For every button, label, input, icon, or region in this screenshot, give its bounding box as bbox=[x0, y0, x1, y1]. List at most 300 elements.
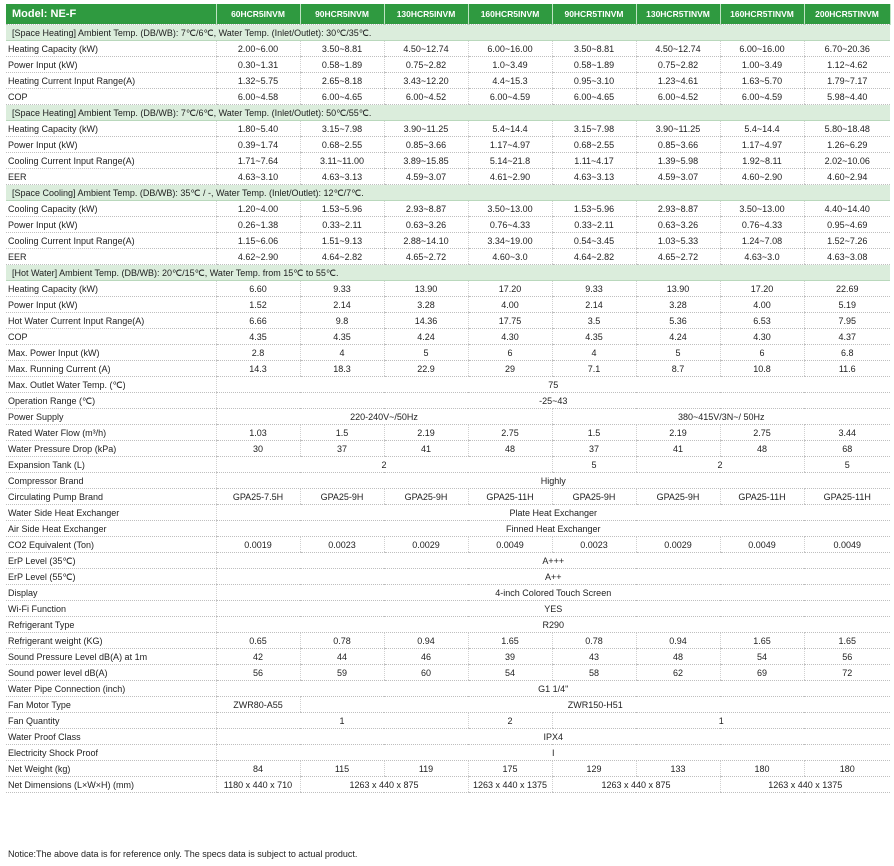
table-cell: 0.30~1.31 bbox=[216, 57, 300, 73]
table-cell: IPX4 bbox=[216, 729, 890, 745]
table-cell: GPA25-9H bbox=[300, 489, 384, 505]
row-label: Power Input (kW) bbox=[6, 297, 216, 313]
column-header: 200HCR5TINVM bbox=[804, 4, 890, 25]
table-cell: 6.00~4.52 bbox=[636, 89, 720, 105]
row-label: Refrigerant weight (KG) bbox=[6, 633, 216, 649]
table-cell: ZWR80-A55 bbox=[216, 697, 300, 713]
table-row bbox=[6, 409, 890, 425]
header-row bbox=[6, 4, 890, 25]
row-label: Circulating Pump Brand bbox=[6, 489, 216, 505]
table-cell: 0.85~3.66 bbox=[636, 137, 720, 153]
table-cell: 54 bbox=[468, 665, 552, 681]
row-label: COP bbox=[6, 329, 216, 345]
row-label: Water Proof Class bbox=[6, 729, 216, 745]
row-label: Fan Motor Type bbox=[6, 697, 216, 713]
table-cell: GPA25-9H bbox=[384, 489, 468, 505]
table-cell: 0.0023 bbox=[300, 537, 384, 553]
table-row bbox=[6, 457, 890, 473]
row-label: Expansion Tank (L) bbox=[6, 457, 216, 473]
table-cell: 4.62~2.90 bbox=[216, 249, 300, 265]
table-cell: GPA25-9H bbox=[552, 489, 636, 505]
table-cell: 220-240V~/50Hz bbox=[216, 409, 552, 425]
table-cell: 5.98~4.40 bbox=[804, 89, 890, 105]
row-label: Heating Capacity (kW) bbox=[6, 41, 216, 57]
table-row bbox=[6, 521, 890, 537]
table-cell: 37 bbox=[552, 441, 636, 457]
column-header: 90HCR5INVM bbox=[300, 4, 384, 25]
column-header: 130HCR5TINVM bbox=[636, 4, 720, 25]
table-row bbox=[6, 313, 890, 329]
table-cell: YES bbox=[216, 601, 890, 617]
table-cell: 5 bbox=[804, 457, 890, 473]
table-row bbox=[6, 217, 890, 233]
table-cell: 4.65~2.72 bbox=[384, 249, 468, 265]
column-header: 130HCR5INVM bbox=[384, 4, 468, 25]
table-cell: A++ bbox=[216, 569, 890, 585]
table-cell: 1 bbox=[216, 713, 468, 729]
table-cell: 42 bbox=[216, 649, 300, 665]
table-row bbox=[6, 89, 890, 105]
table-cell: 4.30 bbox=[468, 329, 552, 345]
table-cell: 1.24~7.08 bbox=[720, 233, 804, 249]
table-cell: 7.95 bbox=[804, 313, 890, 329]
table-cell: 4.00 bbox=[468, 297, 552, 313]
table-cell: 0.94 bbox=[384, 633, 468, 649]
table-cell: 2.14 bbox=[300, 297, 384, 313]
table-cell: 39 bbox=[468, 649, 552, 665]
section-heading: [Space Heating] Ambient Temp. (DB/WB): 7℃/6℃, Water Temp. (Inlet/Outlet): 50℃/55℃. bbox=[6, 105, 890, 121]
table-row bbox=[6, 649, 890, 665]
table-cell: 46 bbox=[384, 649, 468, 665]
table-row bbox=[6, 713, 890, 729]
table-cell: 2.88~14.10 bbox=[384, 233, 468, 249]
table-cell: R290 bbox=[216, 617, 890, 633]
table-cell: 1.5 bbox=[300, 425, 384, 441]
table-cell: 0.0049 bbox=[468, 537, 552, 553]
table-cell: 9.33 bbox=[552, 281, 636, 297]
table-cell: 60 bbox=[384, 665, 468, 681]
table-row bbox=[6, 489, 890, 505]
table-cell: 1.53~5.96 bbox=[300, 201, 384, 217]
table-cell: 4.35 bbox=[552, 329, 636, 345]
table-cell: 0.75~2.82 bbox=[636, 57, 720, 73]
table-cell: 0.58~1.89 bbox=[552, 57, 636, 73]
table-row bbox=[6, 617, 890, 633]
table-cell: 2.75 bbox=[720, 425, 804, 441]
table-cell: 4.63~3.13 bbox=[552, 169, 636, 185]
table-cell: 2.14 bbox=[552, 297, 636, 313]
table-cell: 0.63~3.26 bbox=[384, 217, 468, 233]
table-cell: 4.30 bbox=[720, 329, 804, 345]
section-row bbox=[6, 25, 890, 41]
table-cell: 1.52 bbox=[216, 297, 300, 313]
table-cell: 1.12~4.62 bbox=[804, 57, 890, 73]
table-cell: 2.02~10.06 bbox=[804, 153, 890, 169]
row-label: Cooling Current Input Range(A) bbox=[6, 233, 216, 249]
table-cell: 1.00~3.49 bbox=[720, 57, 804, 73]
table-row bbox=[6, 297, 890, 313]
table-cell: 4.65~2.72 bbox=[636, 249, 720, 265]
table-cell: 1.79~7.17 bbox=[804, 73, 890, 89]
table-cell: 4.37 bbox=[804, 329, 890, 345]
table-cell: 3.28 bbox=[384, 297, 468, 313]
table-cell: 6 bbox=[468, 345, 552, 361]
table-row bbox=[6, 729, 890, 745]
row-label: EER bbox=[6, 169, 216, 185]
table-cell: 54 bbox=[720, 649, 804, 665]
table-cell: 6.00~4.52 bbox=[384, 89, 468, 105]
table-row bbox=[6, 329, 890, 345]
table-cell: 0.0029 bbox=[636, 537, 720, 553]
table-cell: 3.15~7.98 bbox=[552, 121, 636, 137]
table-cell: 62 bbox=[636, 665, 720, 681]
table-cell: 4.61~2.90 bbox=[468, 169, 552, 185]
table-cell: 1.0~3.49 bbox=[468, 57, 552, 73]
table-cell: 5.4~14.4 bbox=[720, 121, 804, 137]
table-cell: 5 bbox=[384, 345, 468, 361]
row-label: Power Input (kW) bbox=[6, 57, 216, 73]
row-label: Sound Pressure Level dB(A) at 1m bbox=[6, 649, 216, 665]
table-cell: GPA25-7.5H bbox=[216, 489, 300, 505]
table-cell: 6.00~4.59 bbox=[468, 89, 552, 105]
row-label: Sound power level dB(A) bbox=[6, 665, 216, 681]
table-cell: 13.90 bbox=[384, 281, 468, 297]
table-cell: 6.00~16.00 bbox=[468, 41, 552, 57]
table-cell: 0.76~4.33 bbox=[468, 217, 552, 233]
table-cell: 48 bbox=[468, 441, 552, 457]
model-label: Model: NE-F bbox=[6, 4, 216, 25]
table-cell: 5.80~18.48 bbox=[804, 121, 890, 137]
table-cell: 4.60~2.94 bbox=[804, 169, 890, 185]
table-cell: 5.4~14.4 bbox=[468, 121, 552, 137]
table-cell: 44 bbox=[300, 649, 384, 665]
table-row bbox=[6, 153, 890, 169]
table-cell: 6.70~20.36 bbox=[804, 41, 890, 57]
spec-sheet bbox=[6, 4, 890, 793]
table-row bbox=[6, 633, 890, 649]
row-label: ErP Level (35℃) bbox=[6, 553, 216, 569]
table-cell: 0.95~4.69 bbox=[804, 217, 890, 233]
table-cell: 0.95~3.10 bbox=[552, 73, 636, 89]
table-cell: 56 bbox=[216, 665, 300, 681]
table-cell: 1.11~4.17 bbox=[552, 153, 636, 169]
table-cell: 4.64~2.82 bbox=[552, 249, 636, 265]
table-row bbox=[6, 233, 890, 249]
table-cell: 1.23~4.61 bbox=[636, 73, 720, 89]
table-cell: 4.40~14.40 bbox=[804, 201, 890, 217]
table-row bbox=[6, 201, 890, 217]
table-cell: 4.60~2.90 bbox=[720, 169, 804, 185]
row-label: EER bbox=[6, 249, 216, 265]
table-cell: 4.24 bbox=[636, 329, 720, 345]
table-row bbox=[6, 601, 890, 617]
table-cell: 1263 x 440 x 1375 bbox=[468, 777, 552, 793]
row-label: Air Side Heat Exchanger bbox=[6, 521, 216, 537]
table-cell: 129 bbox=[552, 761, 636, 777]
table-cell: 4.50~12.74 bbox=[636, 41, 720, 57]
table-cell: 58 bbox=[552, 665, 636, 681]
row-label: Heating Current Input Range(A) bbox=[6, 73, 216, 89]
table-cell: 48 bbox=[720, 441, 804, 457]
column-header: 160HCR5TINVM bbox=[720, 4, 804, 25]
table-cell: ZWR150-H51 bbox=[300, 697, 890, 713]
table-cell: 5.14~21.8 bbox=[468, 153, 552, 169]
table-cell: 1.5 bbox=[552, 425, 636, 441]
row-label: Cooling Capacity (kW) bbox=[6, 201, 216, 217]
table-row bbox=[6, 537, 890, 553]
table-cell: 1.15~6.06 bbox=[216, 233, 300, 249]
table-cell: 1.26~6.29 bbox=[804, 137, 890, 153]
table-cell: 3.50~13.00 bbox=[720, 201, 804, 217]
table-cell: 6.00~4.65 bbox=[300, 89, 384, 105]
table-cell: 6.66 bbox=[216, 313, 300, 329]
table-cell: 14.3 bbox=[216, 361, 300, 377]
table-cell: 75 bbox=[216, 377, 890, 393]
table-cell: 3.11~11.00 bbox=[300, 153, 384, 169]
table-cell: 1.80~5.40 bbox=[216, 121, 300, 137]
row-label: ErP Level (55℃) bbox=[6, 569, 216, 585]
section-heading: [Space Heating] Ambient Temp. (DB/WB): 7℃/6℃, Water Temp. (Inlet/Outlet): 30℃/35℃. bbox=[6, 25, 890, 41]
table-row bbox=[6, 441, 890, 457]
table-cell: 2 bbox=[216, 457, 552, 473]
table-cell: 0.94 bbox=[636, 633, 720, 649]
table-cell: 3.43~12.20 bbox=[384, 73, 468, 89]
row-label: Max. Outlet Water Temp. (℃) bbox=[6, 377, 216, 393]
table-cell: 48 bbox=[636, 649, 720, 665]
table-cell: 0.39~1.74 bbox=[216, 137, 300, 153]
table-cell: 3.28 bbox=[636, 297, 720, 313]
table-cell: 9.33 bbox=[300, 281, 384, 297]
table-row bbox=[6, 73, 890, 89]
row-label: Electricity Shock Proof bbox=[6, 745, 216, 761]
spec-table bbox=[6, 4, 891, 793]
table-cell: 4.63~3.0 bbox=[720, 249, 804, 265]
table-row bbox=[6, 169, 890, 185]
section-heading: [Space Cooling] Ambient Temp. (DB/WB): 35℃ / -, Water Temp. (Inlet/Outlet): 12℃/7℃. bbox=[6, 185, 890, 201]
row-label: Water Pressure Drop (kPa) bbox=[6, 441, 216, 457]
row-label: Heating Capacity (kW) bbox=[6, 281, 216, 297]
table-cell: 2.19 bbox=[384, 425, 468, 441]
table-cell: GPA25-11H bbox=[804, 489, 890, 505]
table-cell: Finned Heat Exchanger bbox=[216, 521, 890, 537]
table-cell: 6.8 bbox=[804, 345, 890, 361]
section-row bbox=[6, 265, 890, 281]
table-cell: 1.03 bbox=[216, 425, 300, 441]
table-cell: 22.9 bbox=[384, 361, 468, 377]
table-cell: 1.65 bbox=[804, 633, 890, 649]
table-cell: 1.53~5.96 bbox=[552, 201, 636, 217]
table-cell: 7.1 bbox=[552, 361, 636, 377]
table-row bbox=[6, 361, 890, 377]
table-cell: 3.89~15.85 bbox=[384, 153, 468, 169]
table-cell: 1.17~4.97 bbox=[468, 137, 552, 153]
table-cell: 4.35 bbox=[216, 329, 300, 345]
table-cell: 30 bbox=[216, 441, 300, 457]
table-cell: 115 bbox=[300, 761, 384, 777]
table-cell: 0.0049 bbox=[720, 537, 804, 553]
table-cell: 3.90~11.25 bbox=[636, 121, 720, 137]
table-cell: 0.75~2.82 bbox=[384, 57, 468, 73]
table-row bbox=[6, 393, 890, 409]
table-cell: 4.24 bbox=[384, 329, 468, 345]
table-cell: 175 bbox=[468, 761, 552, 777]
table-row bbox=[6, 121, 890, 137]
table-cell: 0.76~4.33 bbox=[720, 217, 804, 233]
table-cell: 1180 x 440 x 710 bbox=[216, 777, 300, 793]
table-cell: 2.65~8.18 bbox=[300, 73, 384, 89]
row-label: Cooling Current Input Range(A) bbox=[6, 153, 216, 169]
table-row bbox=[6, 585, 890, 601]
table-cell: 4.63~3.13 bbox=[300, 169, 384, 185]
table-cell: 56 bbox=[804, 649, 890, 665]
table-cell: 41 bbox=[384, 441, 468, 457]
table-cell: 3.15~7.98 bbox=[300, 121, 384, 137]
row-label: CO2 Equivalent (Ton) bbox=[6, 537, 216, 553]
table-cell: GPA25-9H bbox=[636, 489, 720, 505]
row-label: Power Input (kW) bbox=[6, 217, 216, 233]
table-cell: 2.00~6.00 bbox=[216, 41, 300, 57]
table-cell: 6.53 bbox=[720, 313, 804, 329]
table-cell: Plate Heat Exchanger bbox=[216, 505, 890, 521]
table-cell: 1263 x 440 x 875 bbox=[300, 777, 468, 793]
table-cell: 29 bbox=[468, 361, 552, 377]
table-cell: 119 bbox=[384, 761, 468, 777]
table-cell: 180 bbox=[720, 761, 804, 777]
table-row bbox=[6, 57, 890, 73]
table-cell: 69 bbox=[720, 665, 804, 681]
table-cell: 8.7 bbox=[636, 361, 720, 377]
row-label: Net Weight (kg) bbox=[6, 761, 216, 777]
table-cell: 6.60 bbox=[216, 281, 300, 297]
row-label: Max. Power Input (kW) bbox=[6, 345, 216, 361]
table-row bbox=[6, 505, 890, 521]
table-cell: 6.00~4.59 bbox=[720, 89, 804, 105]
row-label: Max. Running Current (A) bbox=[6, 361, 216, 377]
row-label: Fan Quantity bbox=[6, 713, 216, 729]
table-cell: 84 bbox=[216, 761, 300, 777]
table-cell: 2.93~8.87 bbox=[384, 201, 468, 217]
table-cell: 6.00~16.00 bbox=[720, 41, 804, 57]
table-cell: 14.36 bbox=[384, 313, 468, 329]
table-cell: 1.32~5.75 bbox=[216, 73, 300, 89]
table-cell: 3.5 bbox=[552, 313, 636, 329]
table-cell: I bbox=[216, 745, 890, 761]
table-cell: 4.00 bbox=[720, 297, 804, 313]
table-cell: 2 bbox=[468, 713, 552, 729]
table-cell: 0.0019 bbox=[216, 537, 300, 553]
table-row bbox=[6, 745, 890, 761]
table-row bbox=[6, 281, 890, 297]
row-label: Heating Capacity (kW) bbox=[6, 121, 216, 137]
table-cell: 0.68~2.55 bbox=[300, 137, 384, 153]
table-cell: 3.50~8.81 bbox=[300, 41, 384, 57]
table-cell: 1.03~5.33 bbox=[636, 233, 720, 249]
table-cell: 4.64~2.82 bbox=[300, 249, 384, 265]
table-cell: 1.71~7.64 bbox=[216, 153, 300, 169]
column-header: 90HCR5TINVM bbox=[552, 4, 636, 25]
table-row bbox=[6, 761, 890, 777]
table-cell: 6.00~4.65 bbox=[552, 89, 636, 105]
table-cell: 11.6 bbox=[804, 361, 890, 377]
table-cell: GPA25-11H bbox=[720, 489, 804, 505]
table-cell: 0.78 bbox=[300, 633, 384, 649]
table-cell: 59 bbox=[300, 665, 384, 681]
table-cell: 1 bbox=[552, 713, 890, 729]
table-row bbox=[6, 425, 890, 441]
table-cell: 68 bbox=[804, 441, 890, 457]
table-cell: 5 bbox=[636, 345, 720, 361]
table-cell: Highly bbox=[216, 473, 890, 489]
table-cell: 0.26~1.38 bbox=[216, 217, 300, 233]
table-cell: 1.52~7.26 bbox=[804, 233, 890, 249]
table-cell: 1.17~4.97 bbox=[720, 137, 804, 153]
table-cell: 1.63~5.70 bbox=[720, 73, 804, 89]
table-cell: A+++ bbox=[216, 553, 890, 569]
table-cell: 5 bbox=[552, 457, 636, 473]
table-row bbox=[6, 681, 890, 697]
table-cell: 2.8 bbox=[216, 345, 300, 361]
table-cell: 2.75 bbox=[468, 425, 552, 441]
table-cell: 9.8 bbox=[300, 313, 384, 329]
table-cell: 17.20 bbox=[468, 281, 552, 297]
table-row bbox=[6, 249, 890, 265]
table-cell: 5.36 bbox=[636, 313, 720, 329]
table-cell: 3.50~8.81 bbox=[552, 41, 636, 57]
table-cell: 5.19 bbox=[804, 297, 890, 313]
row-label: Power Supply bbox=[6, 409, 216, 425]
section-heading: [Hot Water] Ambient Temp. (DB/WB): 20℃/15℃, Water Temp. from 15℃ to 55℃. bbox=[6, 265, 890, 281]
column-header: 60HCR5INVM bbox=[216, 4, 300, 25]
section-row bbox=[6, 185, 890, 201]
table-cell: 1.65 bbox=[720, 633, 804, 649]
table-cell: 3.34~19.00 bbox=[468, 233, 552, 249]
table-cell: 0.78 bbox=[552, 633, 636, 649]
table-cell: 41 bbox=[636, 441, 720, 457]
table-cell: 22.69 bbox=[804, 281, 890, 297]
table-cell: 3.90~11.25 bbox=[384, 121, 468, 137]
table-cell: 1.92~8.11 bbox=[720, 153, 804, 169]
table-cell: 13.90 bbox=[636, 281, 720, 297]
table-cell: 0.0049 bbox=[804, 537, 890, 553]
table-row bbox=[6, 569, 890, 585]
table-row bbox=[6, 473, 890, 489]
table-cell: 2.19 bbox=[636, 425, 720, 441]
table-cell: 2 bbox=[636, 457, 804, 473]
table-cell: 1263 x 440 x 875 bbox=[552, 777, 720, 793]
row-label: Power Input (kW) bbox=[6, 137, 216, 153]
table-cell: 3.44 bbox=[804, 425, 890, 441]
table-cell: 0.85~3.66 bbox=[384, 137, 468, 153]
table-cell: 1263 x 440 x 1375 bbox=[720, 777, 890, 793]
table-cell: 0.33~2.11 bbox=[552, 217, 636, 233]
table-cell: 380~415V/3N~/ 50Hz bbox=[552, 409, 890, 425]
table-cell: 17.20 bbox=[720, 281, 804, 297]
table-row bbox=[6, 41, 890, 57]
table-row bbox=[6, 377, 890, 393]
table-cell: 4.63~3.08 bbox=[804, 249, 890, 265]
table-cell: 1.65 bbox=[468, 633, 552, 649]
table-cell: 4 bbox=[300, 345, 384, 361]
table-cell: 4 bbox=[552, 345, 636, 361]
row-label: Water Side Heat Exchanger bbox=[6, 505, 216, 521]
table-cell: 37 bbox=[300, 441, 384, 457]
table-cell: 4.50~12.74 bbox=[384, 41, 468, 57]
row-label: Wi-Fi Function bbox=[6, 601, 216, 617]
column-header: 160HCR5INVM bbox=[468, 4, 552, 25]
table-cell: 1.20~4.00 bbox=[216, 201, 300, 217]
table-cell: 0.68~2.55 bbox=[552, 137, 636, 153]
table-cell: 43 bbox=[552, 649, 636, 665]
